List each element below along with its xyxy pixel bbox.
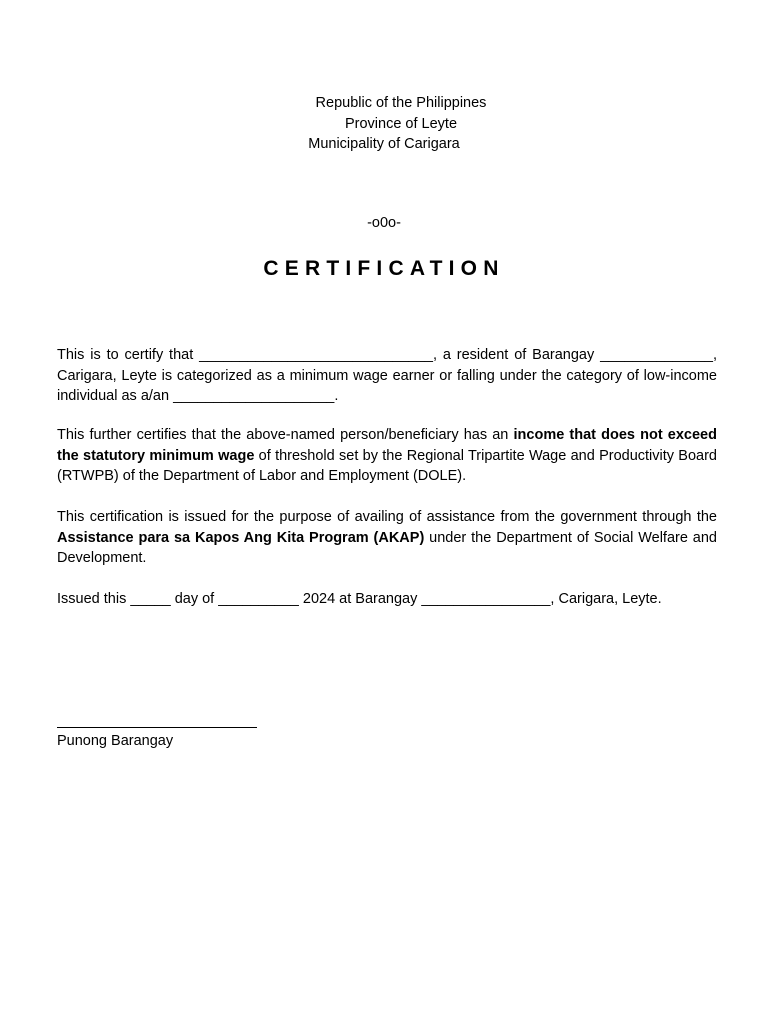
letterhead	[0, 93, 768, 155]
letterhead-republic: Republic of the Philippines	[315, 95, 487, 111]
paragraph-text: This further certifies that the above-named person/beneficiary has an	[57, 427, 514, 443]
paragraph-text: This is to certify that _____________________________, a resident of Barangay ______________, Carigara, Leyte is categorized as a minimum wage earner or falling under the category of low-income individual as a/an ____________________.	[57, 347, 717, 404]
emphasis-text: Assistance para sa Kapos Ang Kita Program (AKAP)	[57, 529, 425, 546]
paragraph-certify-resident	[57, 345, 717, 407]
signature-line	[57, 727, 257, 728]
letterhead-province: Province of Leyte	[344, 115, 458, 132]
letterhead-municipality: Municipality of Carigara	[308, 136, 460, 152]
paragraph-text: under the Department of Social Welfare and Development.	[57, 529, 717, 566]
paragraph-text: This certification is issued for the purpose of availing of assistance from the government through the	[57, 509, 717, 525]
separator-ornament: -o0o-	[367, 215, 401, 231]
signatory-title: Punong Barangay	[57, 733, 174, 749]
paragraph-text: of threshold set by the Regional Tripartite Wage and Productivity Board (RTWPB) of the Department of Labor and Employment (DOLE).	[57, 447, 717, 484]
paragraph-text: Issued this _____ day of __________ 2024 at Barangay ________________, Carigara, Leyte.	[57, 591, 662, 607]
paragraph-purpose	[57, 507, 717, 569]
document-title: CERTIFICATION	[263, 257, 505, 280]
paragraph-issued	[57, 589, 717, 610]
emphasis-text: income that does not exceed the statutory minimum wage	[57, 427, 717, 464]
paragraph-income-statement	[57, 425, 717, 487]
